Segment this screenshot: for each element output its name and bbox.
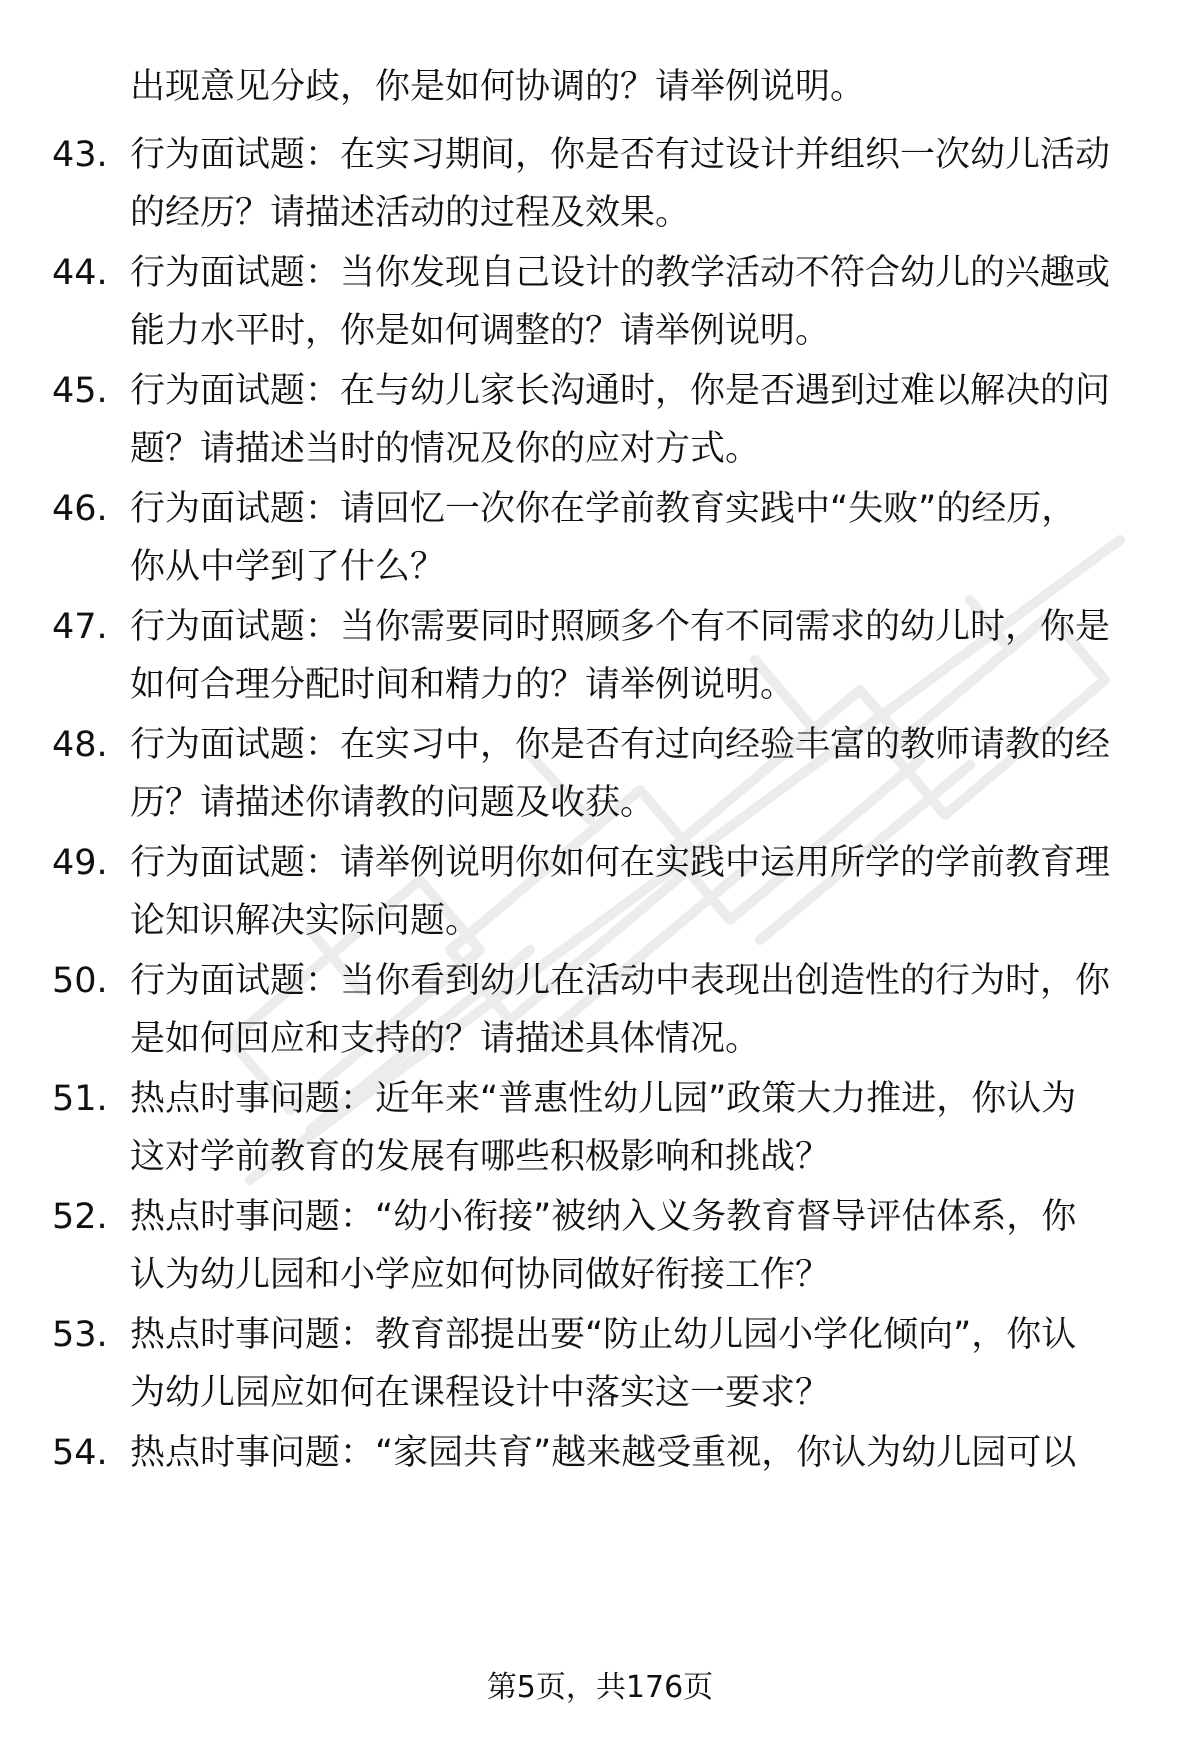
question-text-line-2: 如何合理分配时间和精力的？请举例说明。 [130,665,796,705]
question-number: 54. [52,1433,108,1473]
continued-question-line: 出现意见分歧，你是如何协调的？请举例说明。 [130,67,866,107]
question-number: 50. [52,961,108,1001]
question-text-line-2: 能力水平时，你是如何调整的？请举例说明。 [130,311,831,351]
question-number: 49. [52,843,108,883]
question-text-line-1: 行为面试题：在实习期间，你是否有过设计并组织一次幼儿活动 [130,135,1111,175]
question-number: 48. [52,725,108,765]
question-number: 44. [52,253,108,293]
question-number: 43. [52,135,108,175]
question-text-line-1: 热点时事问题：“家园共育”越来越受重视，你认为幼儿园可以 [130,1433,1077,1473]
page-number-footer: 第5页，共176页 [486,1670,714,1705]
question-text-line-1: 行为面试题：请举例说明你如何在实践中运用所学的学前教育理 [130,843,1111,883]
question-number: 52. [52,1197,108,1237]
question-text-line-1: 行为面试题：当你需要同时照顾多个有不同需求的幼儿时，你是 [130,607,1111,647]
question-number: 47. [52,607,108,647]
question-number: 45. [52,371,108,411]
question-text-line-2: 这对学前教育的发展有哪些积极影响和挑战？ [130,1137,831,1177]
question-text-line-1: 行为面试题：在与幼儿家长沟通时，你是否遇到过难以解决的问 [130,371,1111,411]
question-text-line-2: 的经历？请描述活动的过程及效果。 [130,193,691,233]
question-text-line-2: 历？请描述你请教的问题及收获。 [130,783,656,823]
question-number: 53. [52,1315,108,1355]
question-text-line-2: 论知识解决实际问题。 [130,901,481,941]
question-text-line-1: 行为面试题：当你看到幼儿在活动中表现出创造性的行为时，你 [130,961,1111,1001]
question-text-line-2: 为幼儿园应如何在课程设计中落实这一要求？ [130,1373,831,1413]
question-text-line-1: 行为面试题：请回忆一次你在学前教育实践中“失败”的经历， [130,489,1077,529]
question-text-line-2: 认为幼儿园和小学应如何协同做好衔接工作？ [130,1255,831,1295]
question-number: 46. [52,489,108,529]
question-text-line-1: 行为面试题：当你发现自己设计的教学活动不符合幼儿的兴趣或 [130,253,1111,293]
question-text-line-1: 热点时事问题：教育部提出要“防止幼儿园小学化倾向”，你认 [130,1315,1077,1355]
question-text-line-1: 行为面试题：在实习中，你是否有过向经验丰富的教师请教的经 [130,725,1111,765]
question-text-line-2: 是如何回应和支持的？请描述具体情况。 [130,1019,761,1059]
question-number: 51. [52,1079,108,1119]
question-text-line-2: 题？请描述当时的情况及你的应对方式。 [130,429,761,469]
question-text-line-1: 热点时事问题：“幼小衔接”被纳入义务教育督导评估体系，你 [130,1197,1077,1237]
question-text-line-2: 你从中学到了什么？ [130,547,446,587]
question-text-line-1: 热点时事问题：近年来“普惠性幼儿园”政策大力推进，你认为 [130,1079,1077,1119]
